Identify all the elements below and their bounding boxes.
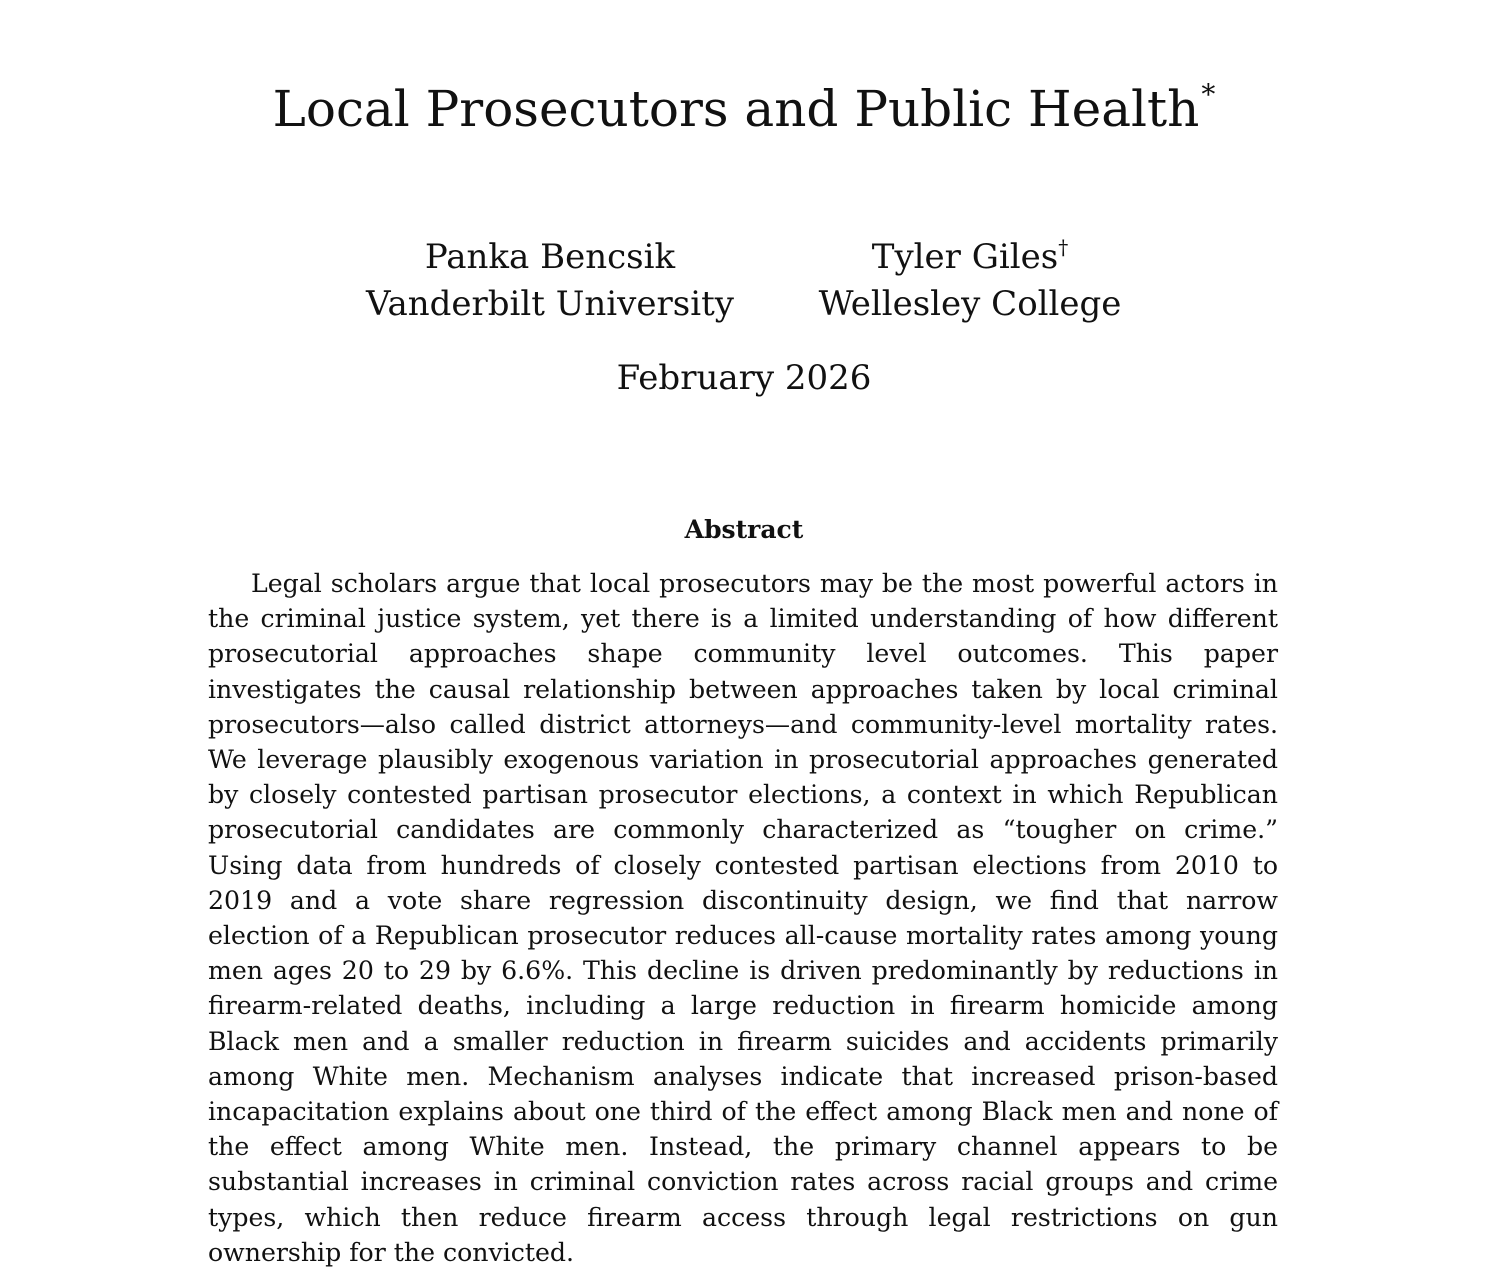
author-affiliation: Vanderbilt University (366, 284, 734, 324)
paper-title-text: Local Prosecutors and Public Health (272, 80, 1200, 138)
author-name-text: Tyler Giles (871, 237, 1059, 277)
title-footnote-mark: * (1201, 78, 1216, 111)
abstract-body: Legal scholars argue that local prosecutors may be the most powerful actors in the criminal justice system, yet there is a limited understanding of how different prosecutorial approaches shape community level outcomes. This paper investigates the causal relationship between approaches taken by local criminal prosecutors—also called district attorneys—and community-level mortality rates. We leverage plausibly exogenous variation in prosecutorial approaches generated by closely contested partisan prosecutor elections, a context in which Republican prosecutorial candidates are commonly characterized as “tougher on crime.” Using data from hundreds of closely contested partisan elections from 2010 to 2019 and a vote share regression discontinuity design, we find that narrow election of a Republican prosecutor reduces all-cause mortality rates among young men ages 20 to 29 by 6.6%. This decline is driven predominantly by reductions in firearm-related deaths, including a large reduction in firearm homicide among Black men and a smaller reduction in firearm suicides and accidents primarily among White men. Mechanism analyses indicate that increased prison-based incapacitation explains about one third of the effect among Black men and none of the effect among White men. Instead, the primary channel appears to be substantial increases in criminal conviction rates across racial groups and crime types, which then reduce firearm access through legal restrictions on gun ownership for the convicted. (208, 569, 1278, 1267)
author-footnote-mark: † (1058, 235, 1069, 259)
paper-title (0, 78, 1488, 140)
abstract-heading: Abstract (684, 515, 804, 544)
author-affiliation: Wellesley College (818, 284, 1122, 324)
author-name (360, 234, 740, 281)
author-name (780, 234, 1160, 281)
paper-date: February 2026 (616, 358, 872, 398)
author-1 (360, 234, 740, 328)
author-block (0, 234, 1488, 334)
author-2 (780, 234, 1160, 328)
author-name-text: Panka Bencsik (424, 237, 676, 277)
